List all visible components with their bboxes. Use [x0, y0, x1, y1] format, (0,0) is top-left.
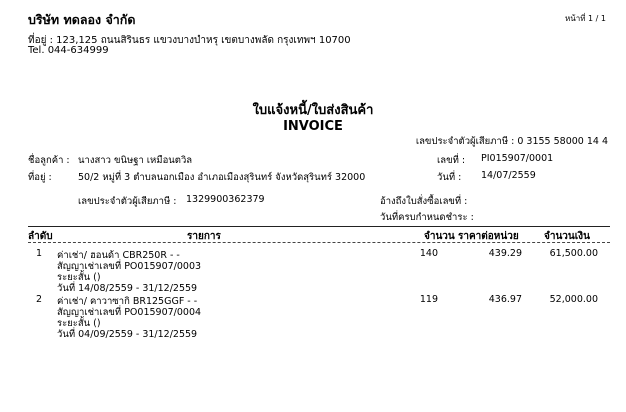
customer-address: 50/2 หมู่ที่ 3 ตำบลนอกเมือง อำเภอเมืองสุรินทร์ จังหวัดสุรินทร์ 32000 — [78, 172, 366, 183]
document-title-thai: ใบแจ้งหนี้/ใบส่งสินค้า — [252, 103, 374, 118]
seller-tax-id: เลขประจำตัวผู้เสียภาษี : 0 3155 58000 14 4 — [415, 136, 608, 147]
item-contract: สัญญาเช่าเลขที่ PO015907/0003 — [57, 261, 202, 272]
customer-name-label: ชื่อลูกค้า : — [28, 155, 70, 166]
item-period: วันที่ 14/08/2559 - 31/12/2559 — [57, 283, 198, 294]
item-amount: 52,000.00 — [549, 294, 598, 305]
item-term: ระยะสั้น () — [57, 272, 101, 283]
item-unit-price: 439.29 — [488, 248, 522, 259]
customer-address-label: ที่อยู่ : — [28, 172, 52, 183]
item-quantity: 119 — [419, 294, 438, 305]
po-reference-label: อ้างถึงใบสั่งซื้อเลขที่ : — [380, 196, 468, 207]
customer-name: นางสาว ขนิษฐา เหมือนตวิล — [78, 155, 193, 166]
header-quantity: จำนวน — [424, 231, 455, 242]
item-amount: 61,500.00 — [549, 248, 598, 259]
company-address: ที่อยู่ : 123,125 ถนนสิรินธร แขวงบางบำหรุ เขตบางพลัด กรุงเทพฯ 10700 — [28, 35, 351, 46]
header-amount: จำนวนเงิน — [544, 231, 590, 242]
invoice-date-label: วันที่ : — [437, 172, 462, 183]
table-top-rule — [28, 226, 610, 227]
page-number: หน้าที่ 1 / 1 — [564, 14, 606, 23]
item-description: ค่าเช่า/ ฮอนด้า CBR250R - - — [57, 250, 180, 261]
row-number: 1 — [36, 248, 43, 259]
item-period: วันที่ 04/09/2559 - 31/12/2559 — [57, 329, 198, 340]
company-name: บริษัท ทดลอง จำกัด — [28, 12, 136, 27]
customer-tax-id: 1329900362379 — [186, 194, 265, 205]
item-unit-price: 436.97 — [488, 294, 522, 305]
table-header-rule — [28, 242, 610, 243]
item-contract: สัญญาเช่าเลขที่ PO015907/0004 — [57, 307, 202, 318]
header-no: ลำดับ — [28, 231, 53, 242]
item-description: ค่าเช่า/ คาวาซากิ BR125GGF - - — [57, 296, 198, 307]
document-title-english: INVOICE — [283, 119, 343, 134]
item-quantity: 140 — [419, 248, 438, 259]
customer-tax-id-label: เลขประจำตัวผู้เสียภาษี : — [78, 196, 177, 207]
row-number: 2 — [36, 294, 43, 305]
invoice-number-label: เลขที่ : — [437, 155, 466, 166]
invoice-number: PI015907/0001 — [481, 153, 554, 164]
due-date-label: วันที่ครบกำหนดชำระ : — [380, 212, 474, 223]
header-unit-price: ราคาต่อหน่วย — [458, 231, 519, 242]
header-description: รายการ — [187, 231, 221, 242]
invoice-date: 14/07/2559 — [481, 170, 536, 181]
company-tel: Tel. 044-634999 — [28, 45, 109, 56]
item-term: ระยะสั้น () — [57, 318, 101, 329]
